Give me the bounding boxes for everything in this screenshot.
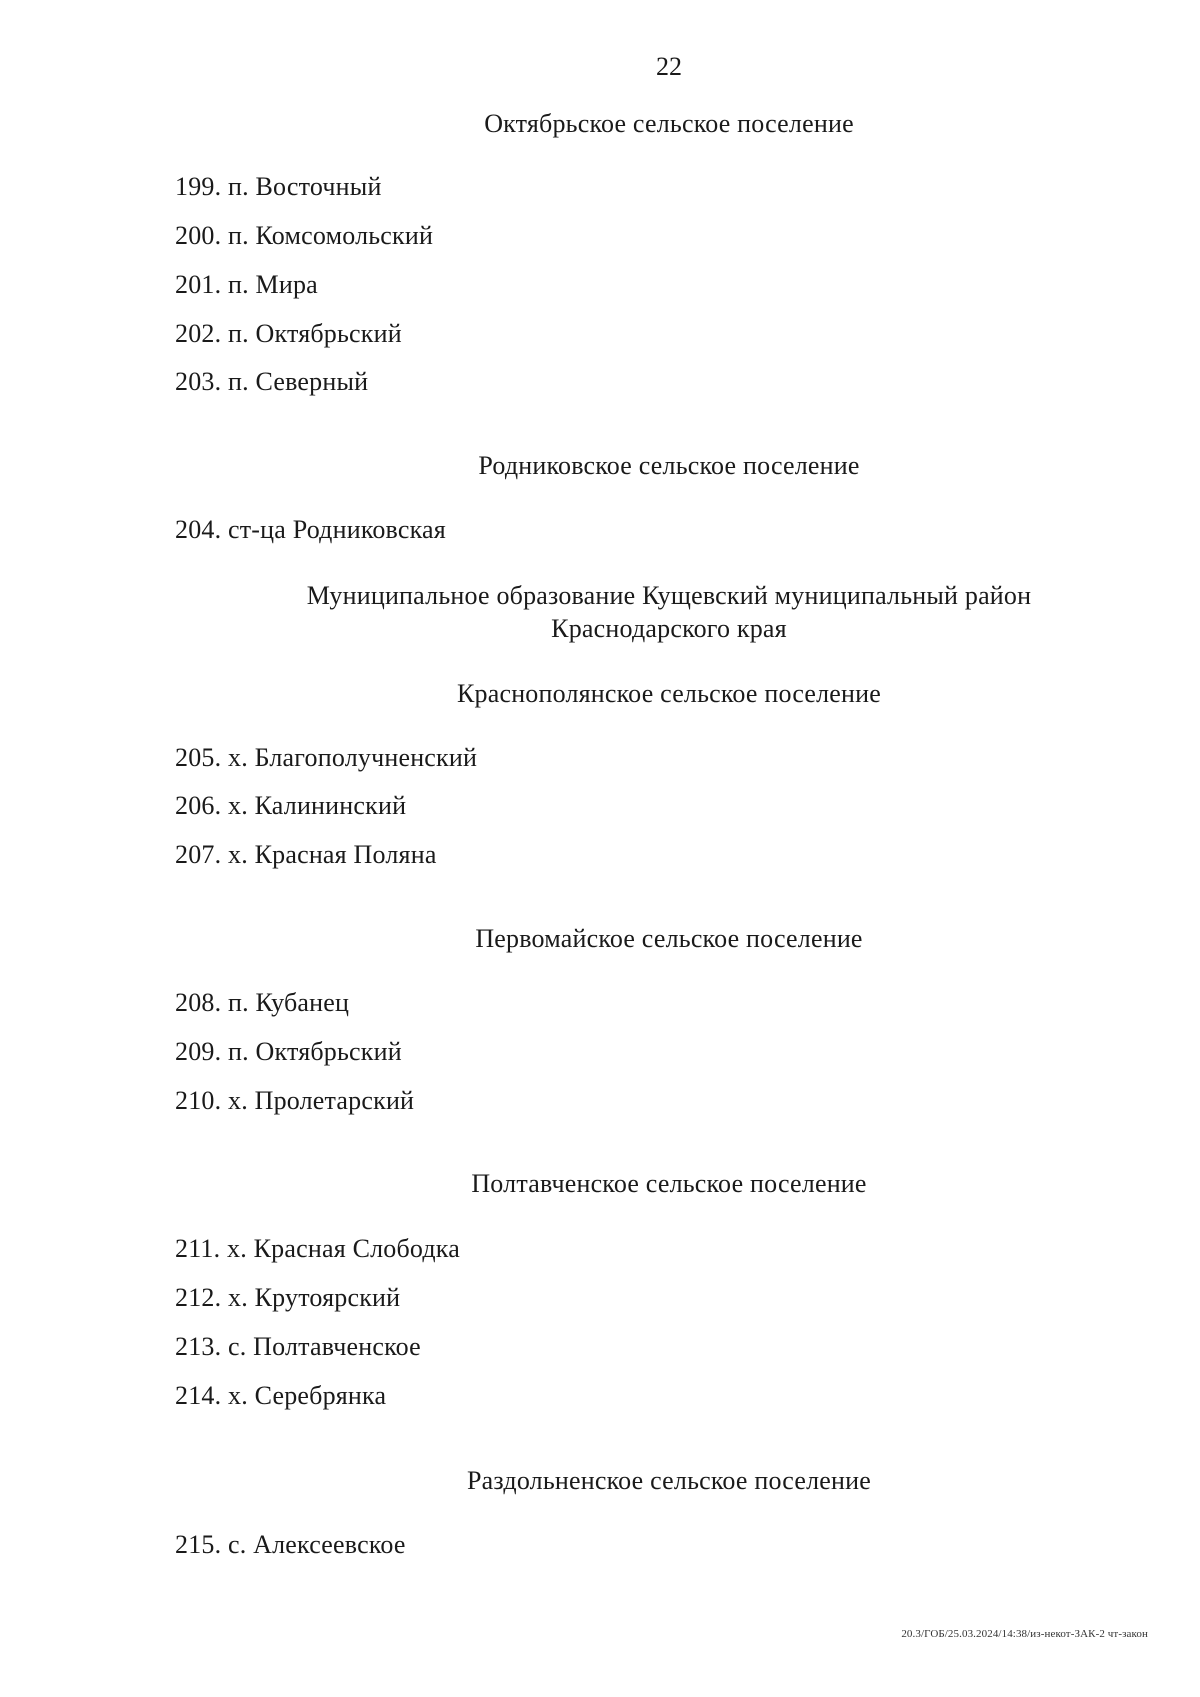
list-item: 203. п. Северный: [175, 367, 369, 396]
list-item: 207. х. Красная Поляна: [175, 840, 437, 869]
list-item: 214. х. Серебрянка: [175, 1381, 387, 1410]
section-heading-rodnikovskoe: Родниковское сельское поселение: [478, 451, 860, 480]
section-heading-razdolnenskoe: Раздольненское сельское поселение: [467, 1466, 871, 1495]
section-heading-krasnopolyanskoe: Краснополянское сельское поселение: [456, 679, 882, 708]
list-item: 209. п. Октябрьский: [175, 1037, 402, 1066]
list-item: 200. п. Комсомольский: [175, 221, 434, 250]
list-item: 212. х. Крутоярский: [175, 1283, 401, 1312]
section-heading-pervomayskoe: Первомайское сельское поселение: [475, 924, 863, 953]
document-footer-code: 20.3/ГОБ/25.03.2024/14:38/из-некот-ЗАК-2 чт-закон: [901, 1628, 1148, 1640]
list-item: 204. ст-ца Родниковская: [175, 515, 446, 544]
district-heading-line1: Муниципальное образование Кущевский муниципальный район: [306, 581, 1032, 610]
list-item: 211. х. Красная Слободка: [175, 1234, 460, 1263]
list-item: 210. х. Пролетарский: [175, 1086, 415, 1115]
list-item: 213. с. Полтавченское: [175, 1332, 421, 1361]
list-item: 201. п. Мира: [175, 270, 318, 299]
section-heading-poltavchenskoe: Полтавченское сельское поселение: [471, 1169, 867, 1198]
list-item: 206. х. Калининский: [175, 791, 407, 820]
list-item: 208. п. Кубанец: [175, 988, 350, 1017]
list-item: 215. с. Алексеевское: [175, 1530, 406, 1559]
page-number: 22: [656, 52, 682, 81]
district-heading-line2: Краснодарского края: [551, 614, 787, 643]
section-heading-oktyabrskoe: Октябрьское сельское поселение: [484, 109, 854, 138]
list-item: 205. х. Благополучненский: [175, 743, 478, 772]
list-item: 199. п. Восточный: [175, 172, 382, 201]
list-item: 202. п. Октябрьский: [175, 319, 402, 348]
